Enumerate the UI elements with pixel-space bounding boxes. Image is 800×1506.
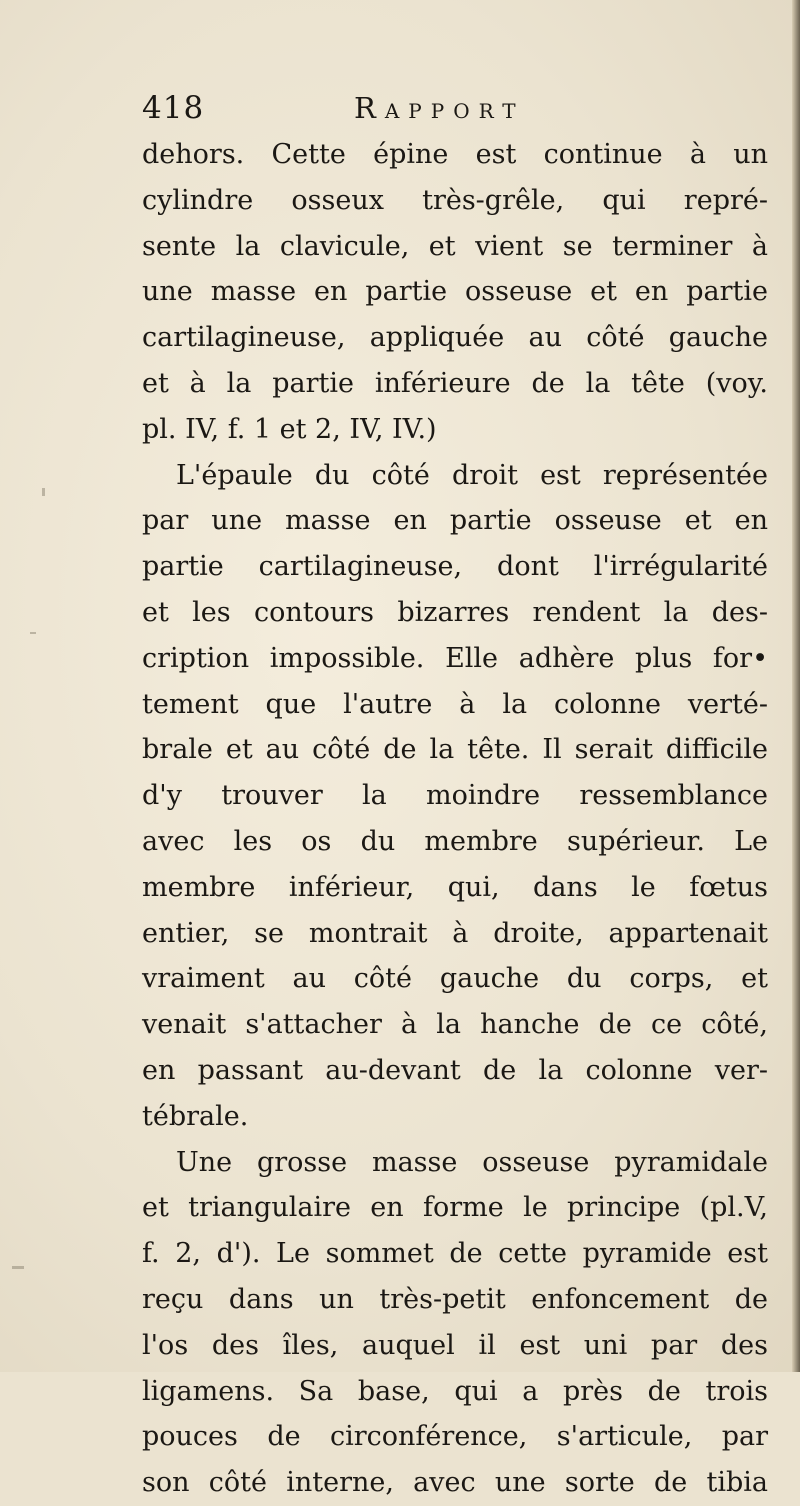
text-line: tement que l'autre à la colonne verté- [142, 688, 768, 720]
paper-speck [42, 488, 45, 496]
text-line: en passant au-devant de la colonne ver- [142, 1054, 768, 1086]
text-line: reçu dans un très-petit enfoncement de [142, 1283, 768, 1315]
running-title: Rapport [354, 91, 525, 125]
text-line: avec les os du membre supérieur. Le [142, 825, 768, 857]
text-line: l'os des îles, auquel il est uni par des [142, 1329, 768, 1361]
text-line: son côté interne, avec une sorte de tibia [142, 1467, 768, 1499]
text-line: pouces de circonférence, s'articule, par [142, 1421, 768, 1453]
page-number: 418 [142, 90, 205, 126]
page-edge-shadow [792, 0, 800, 1372]
paper-speck [30, 632, 36, 634]
text-line: membre inférieur, qui, dans le fœtus [142, 871, 768, 903]
text-line: partie cartilagineuse, dont l'irrégularité [142, 551, 768, 583]
text-line: Une grosse masse osseuse pyramidale [176, 1146, 768, 1178]
text-line: tébrale. [142, 1100, 249, 1132]
text-line: et triangulaire en forme le principe (pl.V, [142, 1192, 768, 1224]
text-line: et à la partie inférieure de la tête (voy. [142, 367, 768, 399]
page-header [142, 88, 702, 128]
text-line: cylindre osseux très-grêle, qui repré- [142, 184, 768, 216]
text-line: brale et au côté de la tête. Il serait difficile [142, 734, 768, 766]
text-line: venait s'attacher à la hanche de ce côté, [142, 1009, 768, 1041]
text-line: une masse en partie osseuse et en partie [142, 276, 768, 308]
body-text [142, 132, 768, 1506]
text-line: L'épaule du côté droit est représentée [176, 459, 768, 491]
text-line: pl. IV, f. 1 et 2, IV, IV.) [142, 413, 437, 445]
text-line: d'y trouver la moindre ressemblance [142, 780, 768, 812]
text-line: cription impossible. Elle adhère plus for• [142, 642, 768, 674]
text-line: entier, se montrait à droite, appartenait [142, 917, 768, 949]
text-line: par une masse en partie osseuse et en [142, 505, 768, 537]
paper-speck [12, 1266, 24, 1269]
text-line: sente la clavicule, et vient se terminer à [142, 230, 768, 262]
text-line: cartilagineuse, appliquée au côté gauche [142, 322, 768, 354]
text-line: dehors. Cette épine est continue à un [142, 139, 768, 170]
text-line: f. 2, d'). Le sommet de cette pyramide est [142, 1238, 768, 1270]
text-line: et les contours bizarres rendent la des- [142, 596, 768, 628]
text-line: ligamens. Sa base, qui a près de trois [142, 1375, 768, 1407]
text-line: vraiment au côté gauche du corps, et [142, 963, 768, 995]
